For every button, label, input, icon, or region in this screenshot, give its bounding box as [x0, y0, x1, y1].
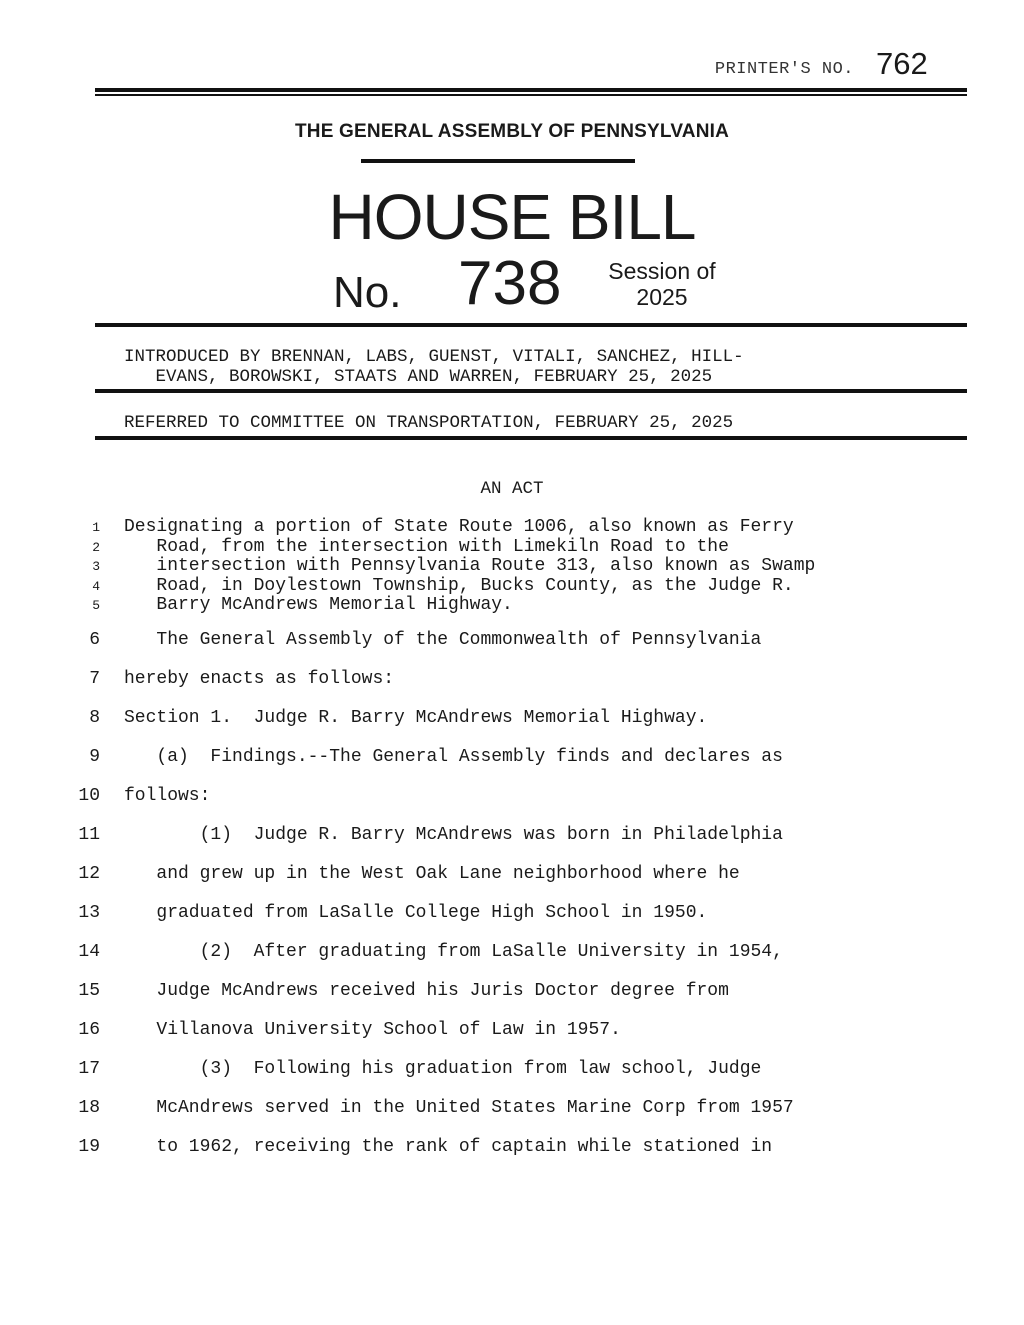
line-number: 7: [89, 669, 100, 689]
bill-text-line: The General Assembly of the Commonwealth of Pennsylvania: [124, 630, 762, 650]
top-double-rule-lower: [95, 94, 967, 96]
bill-type-title: HOUSE BILL: [328, 181, 696, 253]
heading-divider: [361, 159, 635, 163]
bill-text-line: and grew up in the West Oak Lane neighborhood where he: [124, 864, 740, 884]
line-number: 15: [78, 981, 100, 1001]
top-double-rule-upper: [95, 88, 967, 92]
printers-number-label: PRINTER'S NO.: [714, 60, 854, 79]
line-number: 9: [89, 747, 100, 767]
line-number: 17: [78, 1059, 100, 1079]
line-number: 12: [78, 864, 100, 884]
title-line-number: 1: [92, 520, 100, 535]
assembly-heading: THE GENERAL ASSEMBLY OF PENNSYLVANIA: [294, 121, 730, 142]
referred-rule: [95, 436, 967, 440]
title-line: Designating a portion of State Route 1006, also known as Ferry: [124, 517, 794, 537]
bill-text-line: follows:: [124, 786, 211, 806]
title-line: intersection with Pennsylvania Route 313, also known as Swamp: [124, 556, 816, 576]
title-line-number: 3: [92, 559, 100, 574]
bill-number: 738: [458, 249, 562, 318]
title-line-number: 2: [92, 540, 100, 555]
introduced-line-2: EVANS, BOROWSKI, STAATS AND WARREN, FEBRUARY 25, 2025: [124, 367, 713, 387]
bill-text-line: to 1962, receiving the rank of captain while stationed in: [124, 1137, 773, 1157]
line-number: 18: [78, 1098, 100, 1118]
bill-text-line: (2) After graduating from LaSalle University in 1954,: [124, 942, 783, 962]
line-number: 8: [89, 708, 100, 728]
referred-to-committee: REFERRED TO COMMITTEE ON TRANSPORTATION, FEBRUARY 25, 2025: [124, 413, 734, 433]
bill-text-line: Judge McAndrews received his Juris Doctor degree from: [124, 981, 729, 1001]
bill-text-line: hereby enacts as follows:: [124, 669, 395, 689]
title-line-number: 5: [92, 598, 100, 613]
bill-text-line: (1) Judge R. Barry McAndrews was born in Philadelphia: [124, 825, 783, 845]
header-bottom-rule: [95, 323, 967, 327]
section-heading: Section 1. Judge R. Barry McAndrews Memorial Highway.: [124, 708, 708, 728]
line-number: 13: [78, 903, 100, 923]
line-number: 11: [78, 825, 100, 845]
line-number: 10: [78, 786, 100, 806]
bill-text-line: McAndrews served in the United States Marine Corp from 1957: [124, 1098, 794, 1118]
bill-text-line: graduated from LaSalle College High School in 1950.: [124, 903, 708, 923]
session-block: [600, 258, 724, 310]
title-line-number: 4: [92, 579, 100, 594]
title-line: Road, from the intersection with Limekiln Road to the: [124, 537, 729, 557]
session-label: Session of: [608, 258, 716, 284]
line-number: 6: [89, 630, 100, 650]
bill-text-line: (3) Following his graduation from law school, Judge: [124, 1059, 762, 1079]
introduced-line-1: INTRODUCED BY BRENNAN, LABS, GUENST, VITALI, SANCHEZ, HILL-: [124, 347, 744, 367]
title-line: Barry McAndrews Memorial Highway.: [124, 595, 513, 615]
title-line: Road, in Doylestown Township, Bucks County, as the Judge R.: [124, 576, 794, 596]
act-heading: AN ACT: [480, 479, 544, 499]
bill-text-line: Villanova University School of Law in 1957.: [124, 1020, 621, 1040]
line-number: 14: [78, 942, 100, 962]
introduced-rule: [95, 389, 967, 393]
printers-number: 762: [876, 46, 928, 81]
introduced-by-block: [124, 347, 744, 387]
line-number: 16: [78, 1020, 100, 1040]
bill-number-label: No.: [333, 268, 402, 317]
bill-text-line: (a) Findings.--The General Assembly finds and declares as: [124, 747, 783, 767]
session-year: 2025: [636, 284, 688, 310]
line-number: 19: [78, 1137, 100, 1157]
